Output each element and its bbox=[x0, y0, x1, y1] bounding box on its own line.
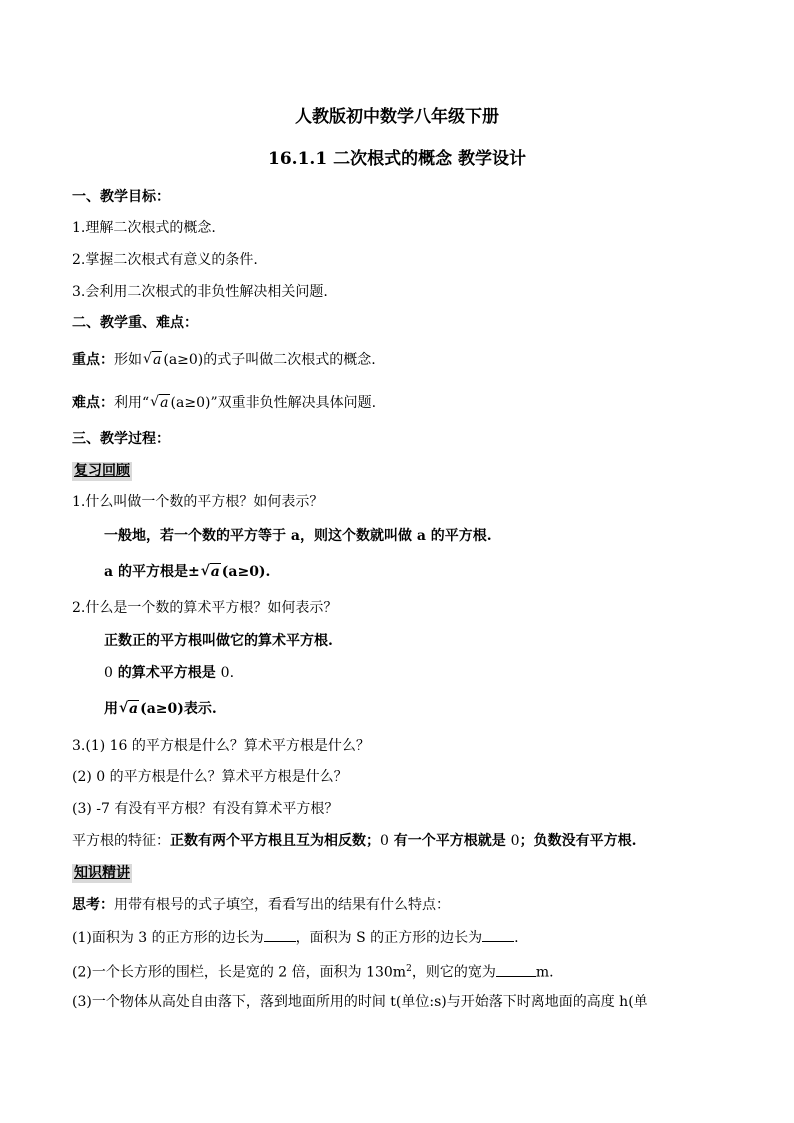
fill-blank[interactable] bbox=[482, 927, 514, 942]
section-heading-keypoints: 二、教学重、难点： bbox=[72, 315, 198, 331]
fill-blank[interactable] bbox=[264, 927, 296, 942]
question-3-3: (3) -7 有没有平方根？有没有算术平方根？ bbox=[72, 801, 339, 817]
problem-2: (2)一个长方形的围栏，长是宽的 2 倍，面积为 $130m^2$，则它的宽为 m. bbox=[72, 959, 554, 983]
answer-2-line-3: 用√ a (a≥0)表示. bbox=[104, 699, 217, 719]
section-heading-objectives: 一、教学目标： bbox=[72, 189, 170, 205]
fill-blank[interactable] bbox=[496, 962, 536, 977]
objective-item-1: 1.理解二次根式的概念. bbox=[72, 220, 216, 236]
question-3-2: (2) 0 的平方根是什么？算术平方根是什么？ bbox=[72, 769, 348, 785]
answer-2-line-2: 0 的算术平方根是 0. bbox=[104, 665, 235, 681]
answer-1-line-1: 一般地，若一个数的平方等于 a，则这个数就叫做 a 的平方根. bbox=[104, 528, 492, 544]
question-1: 1.什么叫做一个数的平方根？如何表示？ bbox=[72, 494, 324, 510]
problem-3: (3)一个物体从高处自由落下，落到地面所用的时间 t(单位:s)与开始落下时离地面的高度 h(单 bbox=[72, 994, 648, 1010]
square-root-features: 平方根的特征：正数有两个平方根且互为相反数；0 有一个平方根就是 0；负数没有平方根. bbox=[72, 833, 637, 849]
question-3-1: 3.(1) 16 的平方根是什么？算术平方根是什么？ bbox=[72, 738, 370, 754]
objective-item-3: 3.会利用二次根式的非负性解决相关问题. bbox=[72, 284, 328, 300]
answer-1-line-2: a 的平方根是±√ a (a≥0). bbox=[104, 562, 270, 582]
document-subtitle: 16.1.1 二次根式的概念 教学设计 bbox=[268, 149, 526, 169]
sqrt-symbol: √ a bbox=[150, 393, 169, 413]
problem-1: (1)面积为 3 的正方形的边长为 ，面积为 S 的正方形的边长为 . bbox=[72, 927, 519, 948]
objective-item-2: 2.掌握二次根式有意义的条件. bbox=[72, 252, 258, 268]
key-point-pre: 形如 bbox=[114, 352, 142, 368]
answer-2-line-1: 正数正的平方根叫做它的算术平方根. bbox=[104, 633, 333, 649]
sqrt-symbol: √ a bbox=[119, 699, 139, 719]
question-2: 2.什么是一个数的算术平方根？如何表示？ bbox=[72, 600, 338, 616]
section-heading-process: 三、教学过程： bbox=[72, 431, 170, 447]
difficult-point-line: 难点：利用“√ a (a≥0)”双重非负性解决具体问题. bbox=[72, 393, 376, 413]
difficult-point-label: 难点： bbox=[72, 395, 114, 411]
sqrt-symbol: √ a bbox=[201, 562, 221, 582]
review-section-label: 复习回顾 bbox=[74, 463, 130, 479]
sqrt-symbol: √ a bbox=[143, 350, 162, 370]
think-line: 思考：用带有根号的式子填空，看看写出的结果有什么特点： bbox=[72, 897, 450, 913]
document-title: 人教版初中数学八年级下册 bbox=[295, 107, 499, 127]
key-point-line: 重点：形如√ a (a≥0)的式子叫做二次根式的概念. bbox=[72, 350, 376, 370]
knowledge-section-label: 知识精讲 bbox=[74, 865, 130, 881]
key-point-label: 重点： bbox=[72, 352, 114, 368]
